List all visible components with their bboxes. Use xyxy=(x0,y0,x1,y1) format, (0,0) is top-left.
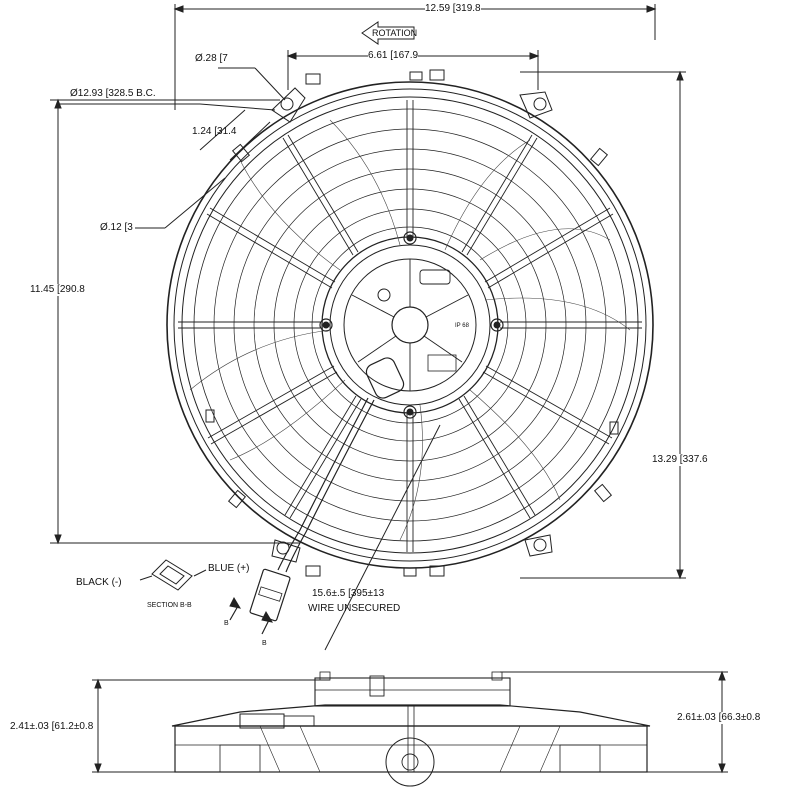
dim-bolt-circle: Ø12.93 [328.5 B.C. xyxy=(70,88,156,99)
dim-small-hole: Ø.12 [3 xyxy=(100,222,133,233)
blue-wire-label: BLUE (+) xyxy=(208,563,250,574)
fan-side-view xyxy=(172,672,650,786)
rotation-label: ROTATION xyxy=(372,28,418,38)
dim-depth-left: 2.41±.03 [61.2±0.8 xyxy=(10,721,94,732)
dim-overall-width: 12.59 [319.8 xyxy=(425,3,481,14)
dim-height-right: 13.29 [337.6 xyxy=(652,454,708,465)
black-wire-label: BLACK (-) xyxy=(76,577,122,588)
dim-hub-width: 6.61 [167.9 xyxy=(368,50,419,61)
section-label: SECTION B-B xyxy=(147,602,192,609)
connector-section-detail xyxy=(140,560,206,590)
dim-height-left: 11.45 [290.8 xyxy=(30,284,85,295)
motor-plate-label: IP 68 xyxy=(455,323,469,329)
wire-unsecured-note: WIRE UNSECURED xyxy=(308,603,401,614)
dim-wire-length: 15.6±.5 [395±13 xyxy=(312,588,385,599)
section-mark-b: B xyxy=(262,640,267,647)
dim-depth-right: 2.61±.03 [66.3±0.8 xyxy=(677,712,761,723)
dim-mount-hole: Ø.28 [7 xyxy=(195,53,228,64)
fan-front-view xyxy=(167,70,653,634)
dim-tab-offset: 1.24 [31.4 xyxy=(192,126,237,137)
section-mark-a: B xyxy=(224,620,229,627)
